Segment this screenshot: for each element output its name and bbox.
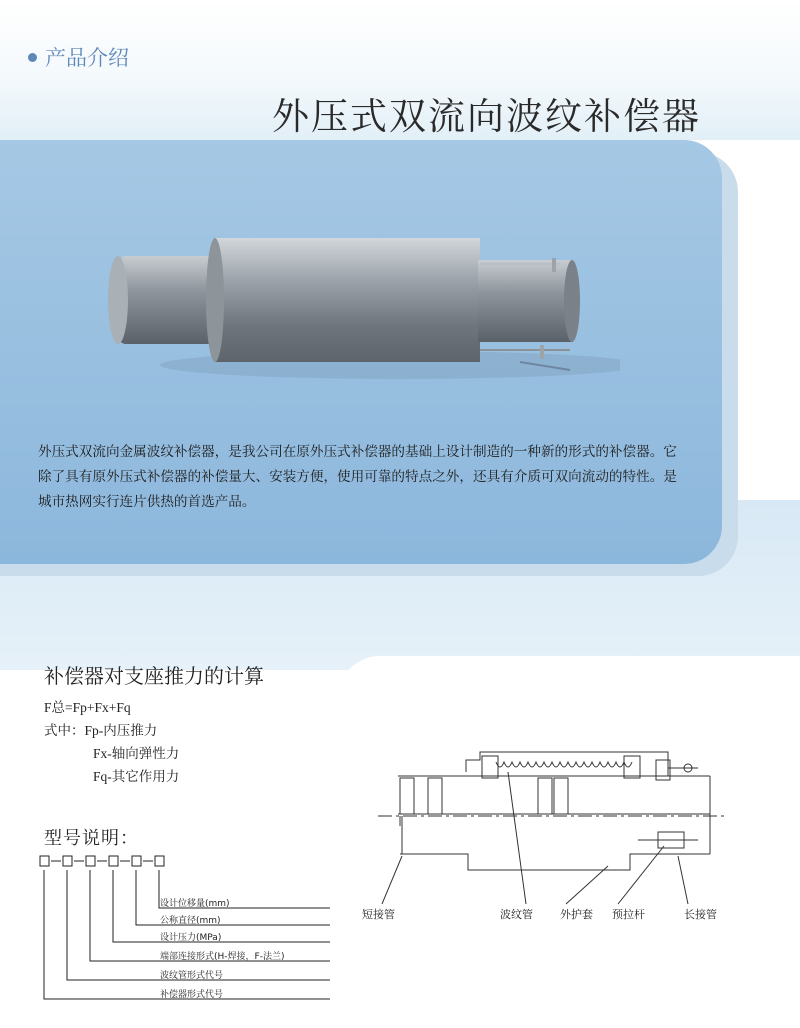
drawing-label: 短接管 xyxy=(362,908,395,921)
formula-line: Fq-其它作用力 xyxy=(93,769,180,784)
drawing-label: 波纹管 xyxy=(500,908,533,921)
technical-drawing xyxy=(338,656,800,1028)
model-label: 端部连接形式(H-焊接，F-法兰) xyxy=(160,952,285,962)
page-title: 外压式双流向波纹补偿器 xyxy=(272,95,701,138)
model-label: 补偿器形式代号 xyxy=(160,990,224,1000)
bullet-dot-icon xyxy=(28,53,37,62)
calc-title: 补偿器对支座推力的计算 xyxy=(44,664,264,688)
model-label: 公称直径(mm) xyxy=(160,916,221,926)
drawing-label: 外护套 xyxy=(560,908,593,921)
model-label: 波纹管形式代号 xyxy=(160,971,224,981)
compensator-photo xyxy=(100,230,620,390)
intro-paragraph: 外压式双流向金属波纹补偿器，是我公司在原外压式补偿器的基础上设计制造的一种新的形式的补偿器。它除了具有原外压式补偿器的补偿量大、安装方便，使用可靠的特点之外，还具有介质可双向流动的特性。是城市热网实行连片供热的首选产品。 xyxy=(38,444,677,510)
drawing-label: 预拉杆 xyxy=(612,908,645,921)
formula-main: F总=Fp+Fx+Fq xyxy=(44,700,131,715)
drawing-label: 长接管 xyxy=(684,908,717,921)
section-label-text: 产品介绍 xyxy=(45,46,129,70)
model-label: 设计压力(MPa) xyxy=(160,933,222,943)
model-label: 设计位移量(mm) xyxy=(160,899,230,909)
formula-line: Fx-轴向弹性力 xyxy=(93,746,180,761)
model-title: 型号说明： xyxy=(44,828,139,849)
formula-block xyxy=(44,696,179,788)
model-code-diagram xyxy=(30,850,350,1020)
formula-line: 式中：Fp-内压推力 xyxy=(44,723,158,738)
section-label xyxy=(28,42,129,72)
